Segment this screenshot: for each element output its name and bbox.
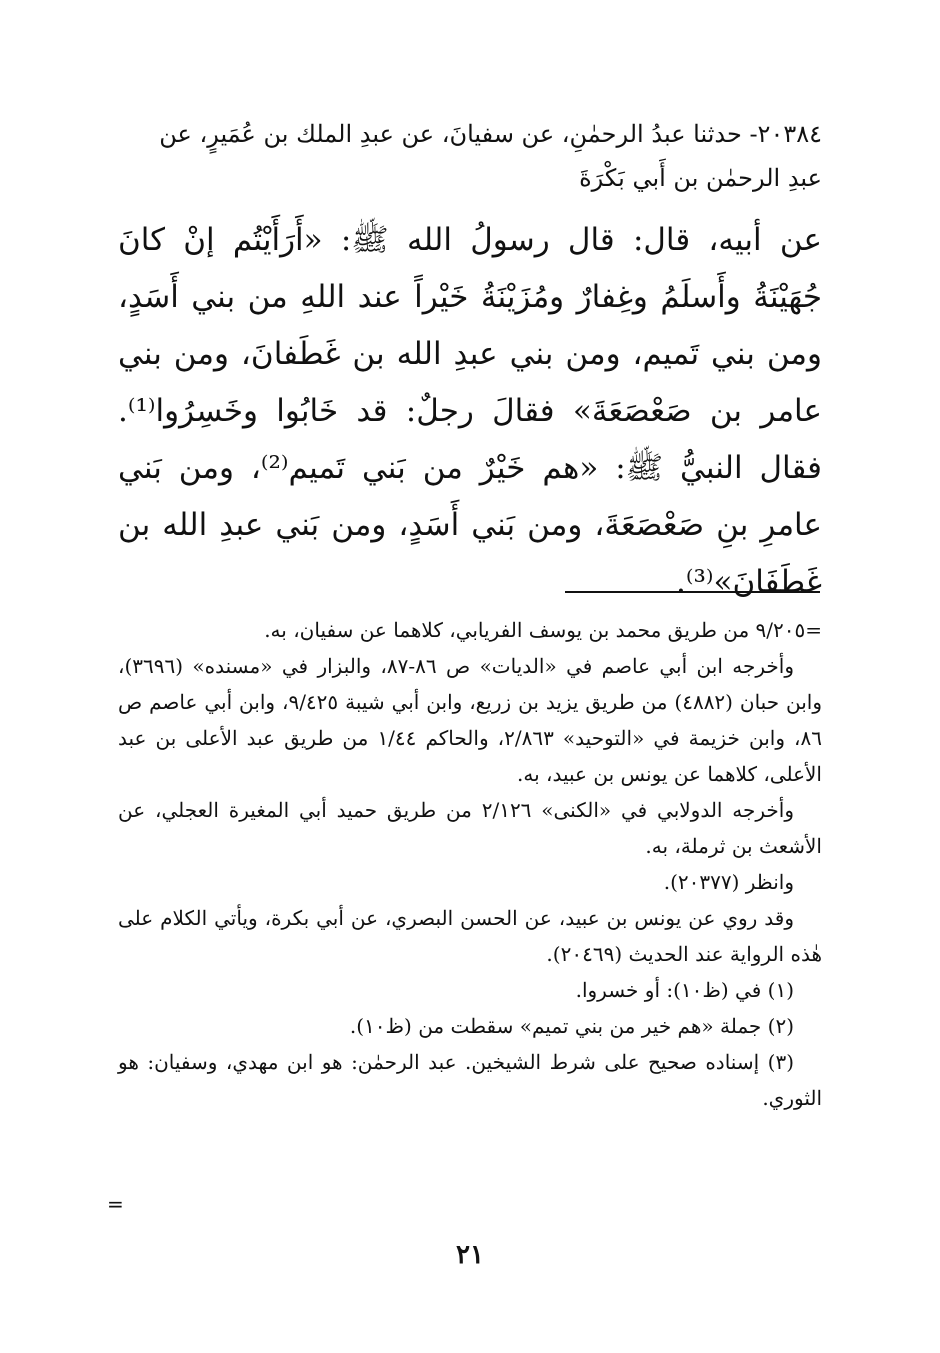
- footnote-paragraph: وأخرجه الدولابي في «الكنى» ٢/١٢٦ من طريق حميد أبي المغيرة العجلي، عن الأشعث بن ثرملة، به.: [118, 798, 822, 858]
- page-number: ٢١: [456, 1240, 484, 1270]
- footnote-separator: [565, 591, 820, 593]
- footnote-paragraph: وقد روي عن يونس بن عبيد، عن الحسن البصري، عن أبي بكرة، ويأتي الكلام على هٰذه الرواية عند الحديث (٢٠٤٦٩).: [118, 906, 822, 966]
- footnote-1: (١) في (ظ١٠): أو خسروا.: [575, 978, 794, 1002]
- footnote-paragraph: وأخرجه ابن أبي عاصم في «الديات» ص ٨٦-٨٧، والبزار في «مسنده» (٣٦٩٦)، وابن حبان (٤٨٨٢) من طريق يزيد بن زريع، وابن أبي شيبة ٩/٤٢٥، وابن أبي عاصم ص ٨٦، وابن خزيمة في «التوحيد» ٢/٨٦٣، والحاكم ١/٤٤ من طريق عبد الأعلى بن عبد الأعلى، كلاهما عن يونس بن عبيد، به.: [118, 654, 823, 786]
- footnote-paragraph: وانظر (٢٠٣٧٧).: [663, 870, 794, 894]
- continuation-mark: =: [107, 1192, 124, 1216]
- hadith-heading: ٢٠٣٨٤- حدثنا عبدُ الرحمٰنِ، عن سفيانَ، عن عبدِ الملك بن عُمَيرٍ، عن عبدِ الرحمٰن بن أَبي بَكْرَةَ: [159, 120, 822, 192]
- footnote-3: (٣) إسناده صحيح على شرط الشيخين. عبد الرحمٰن: هو ابن مهدي، وسفيان: هو الثوري.: [118, 1050, 822, 1110]
- footnotes-section: [118, 612, 822, 1116]
- hadith-text: عن أبيه، قال: قال رسولُ الله ﷺ: «أَرَأَيْتُم إنْ كانَ جُهَيْنَةُ وأَسلَمُ وغِفارٌ ومُزَيْنَةُ خَيْراً عند اللهِ من بني أَسَدٍ، ومن بني تَميم، ومن بني عبدِ الله بن غَطَفانَ، ومن بني عامر بن صَعْصَعَةَ» فقالَ رجلٌ: قد خَابُوا وخَسِرُوا⁽¹⁾. فقال النبيُّ ﷺ: «هم خَيْرٌ من بَني تَميم⁽²⁾، ومن بَني عامرِ بنِ صَعْصَعَةَ، ومن بَني أَسَدٍ، ومن بَني عبدِ الله بن غَطَفَانَ»⁽³⁾.: [118, 222, 823, 600]
- footnote-continuation-line: =٩/٢٠٥ من طريق محمد بن يوسف الفريابي، كلاهما عن سفيان، به.: [264, 618, 822, 642]
- footnote-2: (٢) جملة «هم خير من بني تميم» سقطت من (ظ١٠).: [349, 1014, 794, 1038]
